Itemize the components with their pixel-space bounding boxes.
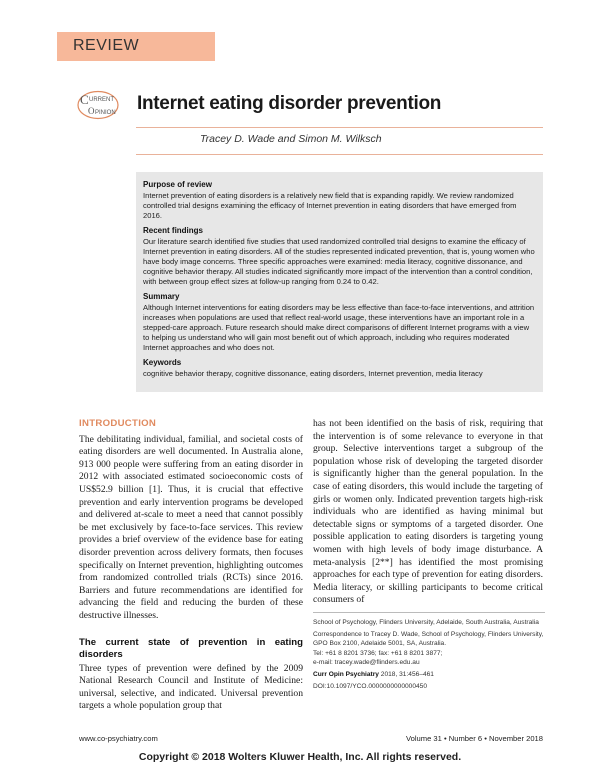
title-rule <box>136 127 543 128</box>
affiliation-contact: Tel: +61 8 8201 3736; fax: +61 8 8201 3877; <box>313 649 443 657</box>
footer-volume: Volume 31 • Number 6 • November 2018 <box>405 734 543 743</box>
summary-heading: Summary <box>143 292 180 301</box>
affiliation-email[interactable]: e-mail: tracey.wade@flinders.edu.au <box>313 658 420 666</box>
affiliation-block <box>313 612 545 691</box>
right-column-text: has not been identified on the basis of risk, requiring that the intervention is of some relevance to everyone in that group. Selective interventions target a subgroup of the population whose risk of developing the targeted disorder is significantly higher than the general population. In the case of eating disorders, this would include the targeting of girls or women only. Indicated prevention targets high-risk individuals who are identified as having minimal but detectable signs or symptoms of a targeted disorder. One possible application to eating disorders is targeting young women with high levels of body image disturbance. A meta-analysis [2**] has identified the most promising approaches for each type of prevention for eating disorders. Media literacy, or skilling participants to become critical consumers of <box>313 418 543 606</box>
authors-rule <box>136 154 543 155</box>
logo-letter-c: C <box>80 92 89 107</box>
current-state-text: Three types of prevention were defined by the 2009 National Research Council and Institute of Medicine: universal, selective, and indicated. Universal prevention targets a whole population group that <box>79 662 303 712</box>
introduction-heading: INTRODUCTION <box>79 418 157 429</box>
affiliation-correspondence: Correspondence to Tracey D. Wade, School of Psychology, Flinders University, GPO Box 2100, Adelaide 5001, SA, Australia. <box>313 631 544 648</box>
current-state-heading: The current state of prevention in eating disorders <box>79 636 303 660</box>
current-opinion-logo <box>77 90 123 120</box>
footer-url[interactable]: www.co-psychiatry.com <box>79 734 158 743</box>
purpose-heading: Purpose of review <box>143 180 212 189</box>
keywords-text: cognitive behavior therapy, cognitive dissonance, eating disorders, Internet prevention, media literacy <box>143 369 483 378</box>
findings-text: Our literature search identified five studies that used randomized controlled trial designs to examine the efficacy of Internet prevention in eating disorders. All of the studies represented indicated prevention, that is, young women who have body image concerns. Three specific approaches were examined: media literacy, cognitive dissonance, and cognitive behavior therapy. All studies indicated significantly more impact of the intervention than a control condition, with between group effect sizes at follow-up ranging from 0.24 to 0.42. <box>143 237 535 286</box>
journal-name: Curr Opin Psychiatry <box>313 671 379 679</box>
purpose-text: Internet prevention of eating disorders is a relatively new field that is expanding rapidly. We review randomized controlled trial designs examining the efficacy of Internet prevention in eating disorders that have emerged from 2016. <box>143 191 517 220</box>
left-column <box>79 418 303 713</box>
keywords-heading: Keywords <box>143 358 182 367</box>
findings-heading: Recent findings <box>143 226 204 235</box>
summary-text: Although Internet interventions for eating disorders may be less effective than face-to-face interventions, and attrition increases when populations are used that reflect real-world usage, these interventions have an important role in a stepped-care approach. Future research should make direct comparisons of different Internet programs with a view to helping us understand who will gain most benefit out of which approach, including who requires moderated Internet approaches and who does not. <box>143 303 535 352</box>
journal-citation <box>313 670 545 679</box>
article-authors: Tracey D. Wade and Simon M. Wilksch <box>200 133 382 145</box>
logo-text-bottom: PINION <box>95 110 116 116</box>
affiliation-school: School of Psychology, Flinders University, Adelaide, South Australia, Australia <box>313 619 539 626</box>
article-title: Internet eating disorder prevention <box>137 93 442 114</box>
logo-text-top: URRENT <box>89 97 114 103</box>
introduction-text: The debilitating individual, familial, and societal costs of eating disorders are well documented. In Australia alone, 913 000 people were suffering from an eating disorder in 2012 with associated estimated socioeconomic costs of US$52.9 billion [1]. Thus, it is crucial that effective prevention and early intervention programs be developed and delivered at-scale to meet a need that cannot possibly be met exclusively by face-to-face services. This review provides a brief overview of the evidence base for eating disorder prevention across delivery formats, then focuses specifically on Internet prevention, highlighting outcomes from randomized controlled trials (RCTs) since 2016. Barriers and future recommendations are identified for advancing the field and reducing the burden of these destructive illnesses. <box>79 433 303 621</box>
affiliation-rule <box>313 612 545 613</box>
right-column <box>313 418 543 607</box>
doi[interactable]: DOI:10.1097/YCO.0000000000000450 <box>313 683 428 691</box>
section-label: REVIEW <box>57 32 215 61</box>
copyright-notice: Copyright © 2018 Wolters Kluwer Health, Inc. All rights reserved. <box>138 751 462 763</box>
journal-cite: 2018, 31:456–461 <box>378 671 434 679</box>
abstract-box <box>136 172 543 392</box>
logo-letter-o: O <box>88 106 95 116</box>
